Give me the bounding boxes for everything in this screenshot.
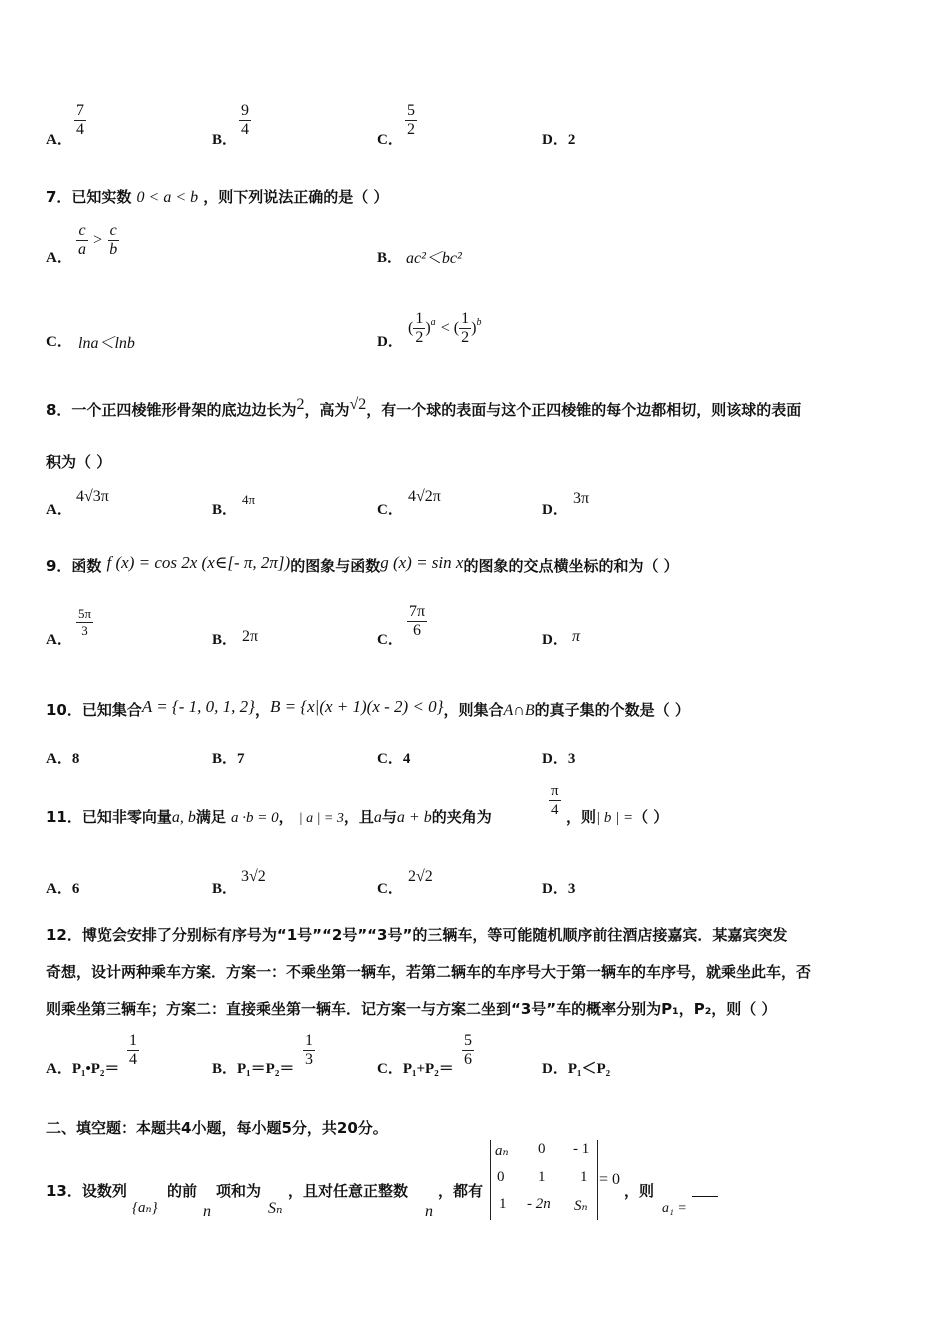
q11-option-c-label: C． [377,881,403,897]
q11-stem [46,806,492,827]
q7-a-op: > [93,231,103,249]
q12-c-num: 5 [464,1032,472,1049]
q7-d-exp1: a [430,317,436,328]
q12-line1: 12．博览会安排了分别标有序号为“1号”“2号”“3号”的三辆车，等可能随机顺序前往酒店接嘉宾．某嘉宾突发 [46,926,788,944]
q13-det-r1c2: 0 [538,1141,546,1157]
q11-stem-6: ，则 [566,808,597,826]
q12-option-c-fraction [462,1032,474,1069]
q10-stem [46,697,690,720]
q7-option-c-label: C． [46,334,72,350]
q9-option-c-label: C． [377,632,403,648]
q11-stem-4: 与 [381,808,397,826]
q13-stem-2: 的前 [167,1182,198,1200]
q9-a-den: 3 [81,623,88,638]
q8-option-d-label: D． [542,502,568,518]
q10-sep: ， [254,701,270,719]
q7-stem-post: ，则下列说法正确的是（ ） [203,188,389,206]
q11-mod-a: | a | = 3 [298,811,344,826]
q8-stem-line1 [46,396,801,420]
q9-stem-2: 的图象与函数 [290,557,381,575]
q8-option-b-math: 4π [242,492,256,507]
q12-option-a-label: A．P₁•P₂＝ [46,1061,120,1077]
q11-option-a: A．6 [46,881,80,897]
q8-stem-line2: 积为（ ） [46,453,112,471]
q12-option-c-label: C．P₁+P₂＝ [377,1061,454,1077]
q13-stem-1: 13．设数列 [46,1182,127,1200]
q12-option-b-fraction [303,1032,315,1069]
q13-stem-4: ，且对任意正整数 [288,1182,409,1200]
q10-set-a: A = {- 1, 0, 1, 2} [141,697,255,716]
section-2-heading: 二、填空题：本题共4小题，每小题5分，共20分。 [46,1119,388,1137]
q6-option-a-fraction [74,102,86,139]
q11-ang-num: π [551,783,559,799]
q12-option-d: D．P₁＜P₂ [542,1061,611,1077]
q8-stem-1: 8．一个正四棱锥形骨架的底边边长为 [46,401,297,419]
q13-n1: n [203,1203,211,1220]
q10-stem-3: 的真子集的个数是（ ） [534,701,690,719]
q8-stem-2: ，高为 [304,401,350,419]
q8-option-d-math: 3π [573,490,590,507]
q13-stem-5: ，都有 [438,1182,484,1200]
q7-option-c-math: lna＜lnb [78,335,135,352]
q6-option-c-label: C． [377,132,403,148]
q7-d-exp2: b [476,317,482,328]
q13-determinant [490,1140,598,1220]
q7-d-den2: 2 [461,329,470,346]
q11-stem-5: 的夹角为 [431,808,492,826]
q10-stem-2: ，则集合 [443,701,504,719]
q6-option-b-fraction [239,102,251,139]
q6-option-d: D．2 [542,132,576,148]
q13-det-r2c3: 1 [580,1169,588,1185]
q11-option-c-math: 2√2 [408,868,433,885]
q13-stem-3: 项和为 [216,1182,262,1200]
q6-b-num: 9 [241,102,249,119]
q7-option-b-label: B． [377,250,403,266]
q7-stem-pre: 7．已知实数 [46,188,132,206]
q11-option-b-math: 3√2 [241,868,266,885]
q7-d-den1: 2 [415,329,424,346]
q9-c-den: 6 [413,622,422,639]
q11-ang-den: 4 [551,802,559,818]
q9-stem-3: 的图象的交点横坐标的和为（ ） [463,557,679,575]
q10-set-b: B = {x|(x + 1)(x - 2) < 0} [269,697,444,716]
q12-c-den: 6 [464,1051,472,1068]
q8-option-a-math: 4√3π [76,488,109,505]
q11-angle-fraction [549,782,561,819]
q7-d-right: ) [471,319,477,337]
q13-answer-blank[interactable] [692,1182,718,1201]
q7-option-b-math: ac²＜bc² [406,250,462,267]
q8-option-a-label: A． [46,502,72,518]
q9-option-d-label: D． [542,632,568,648]
q12-option-b-label: B．P₁＝P₂＝ [212,1061,295,1077]
q8-stem-3: ，有一个球的表面与这个正四棱锥的每个边都相切，则该球的表面 [366,401,802,419]
q11-dot: a ·b = 0 [230,810,279,826]
q7-d-num1: 1 [415,310,424,327]
q7-a-d2: b [109,241,118,258]
q6-option-a-label: A． [46,132,72,148]
q9-option-b-label: B． [212,632,238,648]
q13-det-r2c2: 1 [538,1169,546,1185]
q7-d-mid: < ( [440,319,460,337]
q10-option-b: B．7 [212,751,245,767]
q8-option-c-math: 4√2π [408,488,441,505]
q9-option-a-label: A． [46,632,72,648]
q11-option-d: D．3 [542,881,576,897]
q13-det-r2c1: 0 [497,1169,505,1185]
q11-stem-1: 11．已知非零向量 [46,808,172,826]
q9-option-b-math: 2π [242,628,259,645]
q9-option-d-math: π [572,628,581,645]
q7-a-n1: c [78,222,86,239]
q11-vectors: a, b [171,809,196,826]
q13-det-r3c3: Sₙ [574,1198,588,1214]
q6-a-den: 4 [76,121,84,138]
q13-n2: n [425,1203,433,1220]
q13-det-r1c1: aₙ [495,1143,509,1159]
q6-a-num: 7 [76,102,84,119]
q12-a-num: 1 [129,1032,137,1049]
q8-option-b-label: B． [212,502,238,518]
q7-option-a-label: A． [46,250,72,266]
q12-option-a-fraction [127,1032,139,1069]
q13-det-r3c2: - 2n [527,1196,551,1212]
q9-f-math: f (x) = cos 2x (x∈[- π, 2π]) [106,553,291,572]
q9-stem-1: 9．函数 [46,557,102,575]
q11-stem-3: ，且 [343,808,374,826]
q7-d-num2: 1 [461,310,470,327]
q10-option-a: A．8 [46,751,80,767]
q9-g-math: g (x) = sin x [380,553,464,572]
q12-b-den: 3 [305,1051,313,1068]
q13-stem-6: ，则 [624,1182,655,1200]
q7-a-d1: a [78,241,86,258]
q9-c-num: 7π [409,603,426,620]
q11-a: a [373,809,382,826]
q13-det-r1c3: - 1 [573,1141,590,1157]
q11-stem-7: （ ） [633,808,669,826]
q7-a-n2: c [109,222,117,239]
q6-b-den: 4 [241,121,249,138]
q8-option-c-label: C． [377,502,403,518]
q6-option-c-fraction [405,102,417,139]
q7-stem [46,186,388,207]
q11-apb: a + b [396,809,432,826]
q12-a-den: 4 [129,1051,137,1068]
q8-v2: √2 [349,396,367,413]
q10-stem-1: 10．已知集合 [46,701,142,719]
q7-option-a-math [76,222,119,259]
q9-a-num: 5π [78,606,92,621]
q13-equals-zero: = 0 [599,1171,621,1188]
q11-stem-2: 满足 [195,808,226,826]
q6-option-b-label: B． [212,132,238,148]
q6-c-den: 2 [407,121,415,138]
q10-option-d: D．3 [542,751,576,767]
q9-option-a-fraction [76,606,93,639]
q9-option-c-fraction [407,603,427,640]
q12-line2: 奇想，设计两种乘车方案．方案一：不乘坐第一辆车，若第二辆车的车序号大于第一辆车的车序号，就乘坐此车，否 [46,963,812,981]
q7-stem-math: 0 < a < b [136,189,199,206]
q8-v1: 2 [296,396,305,413]
q10-intersection: A∩B [503,702,535,719]
q7-d-left: ( [408,319,414,337]
q13-a1: a₁ = [662,1201,687,1216]
q6-c-num: 5 [407,102,415,119]
q7-option-d-math: ( $\frac{1}{2}$ )$^a$ < ( $\frac{1}{2}$ )$^b$ [408,310,482,346]
q7-option-d-label: D． [377,334,403,350]
q11-mod-b: | b | = [596,810,634,826]
q12-line3: 则乘坐第三辆车；方案二：直接乘坐第一辆车．记方案一与方案二坐到“3号”车的概率分别为P₁，P₂，则（ ） [46,1000,777,1018]
q13-seq: {aₙ} [132,1200,158,1216]
q13-sn: Sₙ [268,1200,283,1217]
q11-stem-end [566,806,668,827]
q9-stem [46,553,679,576]
q12-b-num: 1 [305,1032,313,1049]
q10-option-c: C．4 [377,751,411,767]
q13-det-r3c1: 1 [499,1196,507,1212]
q11-option-b-label: B． [212,881,238,897]
q11-comma: ， [278,808,294,826]
